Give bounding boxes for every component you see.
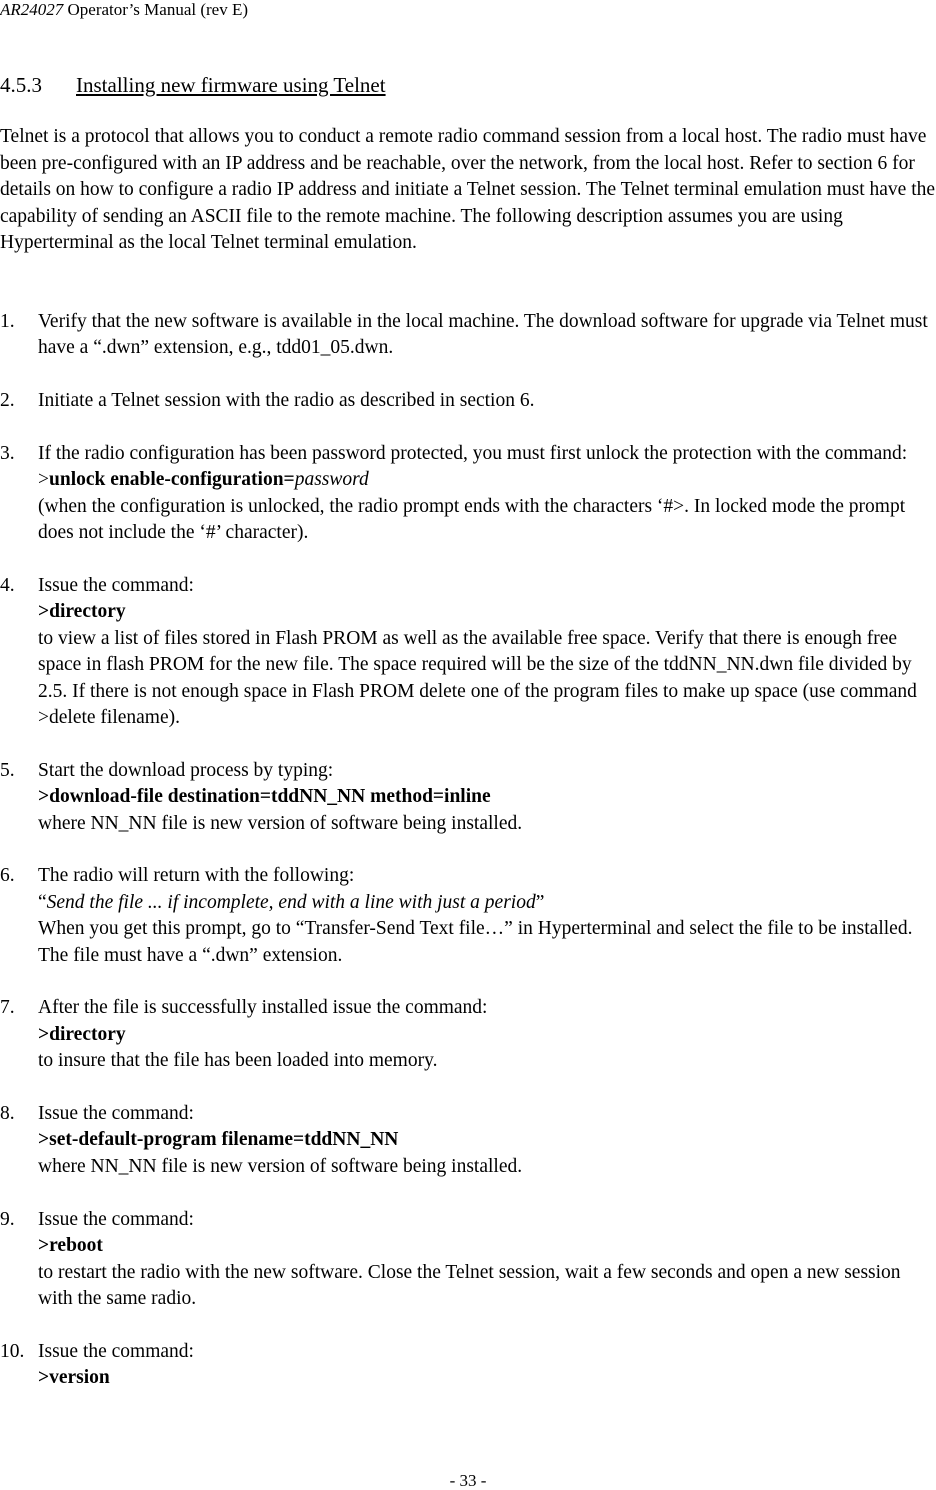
section-title: Installing new firmware using Telnet	[76, 73, 386, 97]
step-3	[0, 441, 936, 547]
step-text: If the radio configuration has been password protected, you must first unlock the protection with the command:	[38, 443, 908, 464]
intro-paragraph: Telnet is a protocol that allows you to conduct a remote radio command session from a local host. The radio must have been pre-configured with an IP address and be reachable, over the network, from the local host. Refer to section 6 for details on how to configure a radio IP address and initiate a Telnet session. The Telnet terminal emulation must have the capability of sending an ASCII file to the remote machine. The following description assumes you are using Hyperterminal as the local Telnet terminal emulation.	[0, 126, 936, 253]
step-text: Initiate a Telnet session with the radio as described in section 6.	[38, 390, 535, 412]
step-note: When you get this prompt, go to “Transfer-Send Text file…” in Hyperterminal and select the file to be installed. The file must have a “.dwn” extension.	[38, 918, 913, 966]
step-number: 7.	[0, 997, 15, 1019]
step-note: to restart the radio with the new software. Close the Telnet session, wait a few seconds and open a new session with the same radio.	[38, 1261, 901, 1309]
command: >version	[38, 1367, 110, 1389]
step-number: 8.	[0, 1103, 15, 1125]
step-number: 3.	[0, 443, 15, 464]
steps-list	[0, 309, 936, 1418]
step-number: 4.	[0, 575, 15, 597]
command: unlock enable-configuration=	[49, 469, 295, 491]
step-8	[0, 1101, 936, 1180]
step-note: where NN_NN file is new version of software being installed.	[38, 812, 523, 834]
step-4	[0, 573, 936, 731]
command: >download-file destination=tddNN_NN method=inline	[38, 786, 491, 808]
step-2	[0, 388, 936, 414]
step-note: (when the configuration is unlocked, the radio prompt ends with the characters ‘#>. In locked mode the prompt does not include the ‘#’ character).	[38, 495, 906, 544]
command-prompt: >	[38, 469, 49, 491]
step-7	[0, 995, 936, 1074]
step-1	[0, 309, 936, 362]
section-heading	[0, 73, 386, 97]
radio-response: “Send the file ... if incomplete, end with a line with just a period”	[38, 891, 545, 913]
command-argument: password	[294, 469, 369, 491]
command: >directory	[38, 601, 126, 623]
page-number: - 33 -	[449, 1471, 487, 1490]
step-note: to insure that the file has been loaded into memory.	[38, 1050, 438, 1072]
step-number: 6.	[0, 865, 15, 887]
step-number: 10.	[0, 1340, 25, 1362]
command-line	[38, 467, 936, 493]
running-header	[0, 0, 248, 19]
step-text: After the file is successfully installed issue the command:	[38, 997, 488, 1019]
step-text: Issue the command:	[38, 1103, 194, 1125]
step-text: Issue the command:	[38, 575, 194, 597]
step-9	[0, 1207, 936, 1313]
step-note: where NN_NN file is new version of software being installed.	[38, 1155, 523, 1177]
step-number: 5.	[0, 759, 15, 781]
section-number: 4.5.3	[0, 73, 42, 97]
step-5	[0, 758, 936, 837]
command: >set-default-program filename=tddNN_NN	[38, 1129, 399, 1151]
step-number: 9.	[0, 1208, 15, 1230]
command: >reboot	[38, 1235, 103, 1257]
step-number: 1.	[0, 311, 15, 332]
command: >directory	[38, 1023, 126, 1045]
step-text: Issue the command:	[38, 1340, 194, 1362]
step-text: Verify that the new software is available in the local machine. The download software for upgrade via Telnet must have a “.dwn” extension, e.g., tdd01_05.dwn.	[38, 311, 928, 359]
step-note: to view a list of files stored in Flash PROM as well as the available free space. Verify that there is enough free space in flash PROM for the new file. The space required will be the size of the tddNN_NN.dwn file divided by 2.5. If there is not enough space in Flash PROM delete one of the program files to make up space (use command >delete filename).	[38, 627, 917, 729]
step-text: The radio will return with the following:	[38, 865, 355, 887]
doc-title: Operator’s Manual (rev E)	[63, 0, 249, 19]
step-text: Start the download process by typing:	[38, 759, 334, 781]
step-text: Issue the command:	[38, 1208, 194, 1230]
step-10	[0, 1339, 936, 1392]
response-text: Send the file ... if incomplete, end with a line with just a period	[46, 891, 536, 913]
doc-id: AR24027	[0, 0, 64, 19]
step-number: 2.	[0, 390, 15, 412]
step-6	[0, 863, 936, 969]
